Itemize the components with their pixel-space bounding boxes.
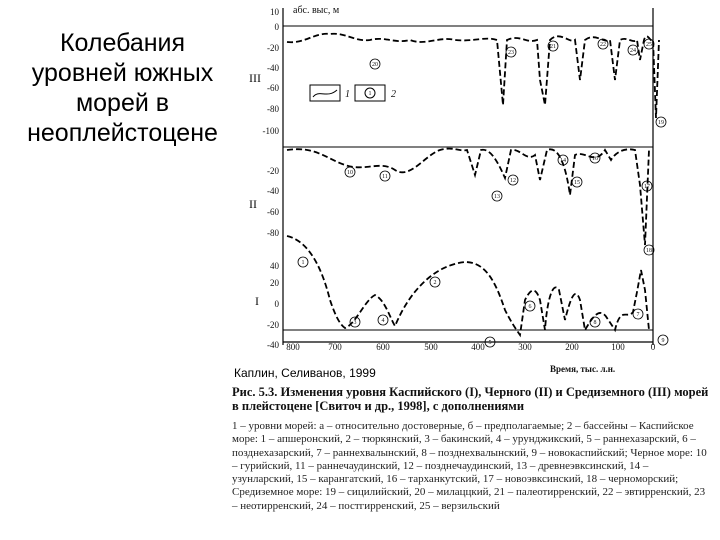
- marker-14: 14: [560, 158, 566, 164]
- marker-7: 7: [636, 312, 640, 318]
- marker-6: 6: [528, 304, 532, 310]
- marker-4: 4: [381, 318, 385, 324]
- x-tick-700: 700: [328, 342, 342, 352]
- x-tick-500: 500: [424, 342, 438, 352]
- marker-16: 16: [592, 156, 598, 162]
- tick-iii-2: -20: [267, 43, 279, 53]
- tick-ii-1: -40: [267, 186, 279, 196]
- x-tick-300: 300: [518, 342, 532, 352]
- panel-label-i: I: [255, 294, 259, 308]
- marker-8: 8: [593, 320, 597, 326]
- marker-3: 3: [353, 320, 357, 326]
- x-tick-600: 600: [376, 342, 390, 352]
- marker-23: 23: [508, 50, 514, 56]
- marker-21: 21: [550, 44, 556, 50]
- slide-title: Колебания уровней южных морей в неоплейстоцене: [27, 29, 218, 147]
- panel-label-ii: II: [249, 197, 257, 211]
- x-tick-200: 200: [565, 342, 579, 352]
- caption-title: Рис. 5.3. Изменения уровня Каспийского (I), Черного (II) и Средиземного (III) морей в плейстоцене [Свиточ и др., 1998], с дополнениями: [232, 385, 709, 413]
- x-tick-100: 100: [611, 342, 625, 352]
- marker-25: 25: [646, 42, 652, 48]
- marker-10: 10: [347, 170, 353, 176]
- tick-iii-5: -80: [267, 104, 279, 114]
- time-axis-label: Время, тыс. л.н.: [550, 364, 616, 374]
- tick-ii-2: -60: [267, 207, 279, 217]
- marker-20: 20: [372, 62, 378, 68]
- tick-ii-3: -80: [267, 228, 279, 238]
- tick-i-4: -40: [267, 340, 279, 350]
- tick-iii-0: 10: [270, 7, 279, 17]
- marker-24: 24: [630, 48, 636, 54]
- y-unit-label: абс. выс, м: [293, 5, 340, 16]
- marker-19: 19: [658, 120, 664, 126]
- marker-5: 5: [488, 340, 492, 346]
- tick-iii-1: 0: [274, 22, 279, 32]
- marker-1: 1: [301, 260, 305, 266]
- tick-iii-4: -60: [267, 83, 279, 93]
- marker-18: 18: [646, 248, 652, 254]
- panel-label-iii: III: [249, 71, 261, 85]
- x-tick-400: 400: [471, 342, 485, 352]
- tick-iii-6: -100: [262, 126, 279, 136]
- marker-11: 11: [382, 174, 388, 180]
- marker-15: 15: [574, 180, 580, 186]
- marker-12: 12: [510, 178, 516, 184]
- marker-13: 13: [494, 194, 500, 200]
- tick-i-1: 20: [270, 278, 279, 288]
- marker-2: 2: [433, 280, 437, 286]
- marker-9: 9: [661, 338, 665, 344]
- tick-i-0: 40: [270, 261, 279, 271]
- caption-body: 1 – уровни морей: а – относительно достоверные, б – предполагаемые; 2 – бассейны – Каспийское море: 1 – апшеронский, 2 – тюркянский, 3 – бакинский, 4 – урунджикский, 5 – раннехазарский, 6 – позднехазарский, 7 – раннехвалынский, 8 – позднехвалынский, 9 – новокаспийский; Черное море: 10 – гурийский, 11 – раннечаудинский, 12 – позднечаудинский, 13 – древнеэвксинский, 14 – узунларский, 15 – карангатский, 16 – тарханкутский, 17 – новоэвксинский, 18 – черноморский; Средиземное море: 19 – сицилийский, 20 – милаццкий, 21 – палеотирренский, 22 – эвтирренский, 23 – неотирренский, 24 – постгирренский, 25 – верзильский: [232, 420, 707, 512]
- tick-ii-0: -20: [267, 166, 279, 176]
- x-tick-0: 0: [650, 342, 656, 352]
- tick-iii-3: -40: [267, 63, 279, 73]
- tick-i-3: -20: [267, 320, 279, 330]
- marker-17: 17: [644, 184, 650, 190]
- x-tick-800: 800: [286, 342, 300, 352]
- credit: Каплин, Селиванов, 1999: [234, 366, 376, 380]
- legend-item-1: 1: [345, 89, 350, 100]
- legend-box-number: 1: [368, 91, 372, 97]
- tick-i-2: 0: [274, 299, 279, 309]
- legend-item-2: 2: [391, 89, 396, 100]
- marker-22: 22: [600, 42, 606, 48]
